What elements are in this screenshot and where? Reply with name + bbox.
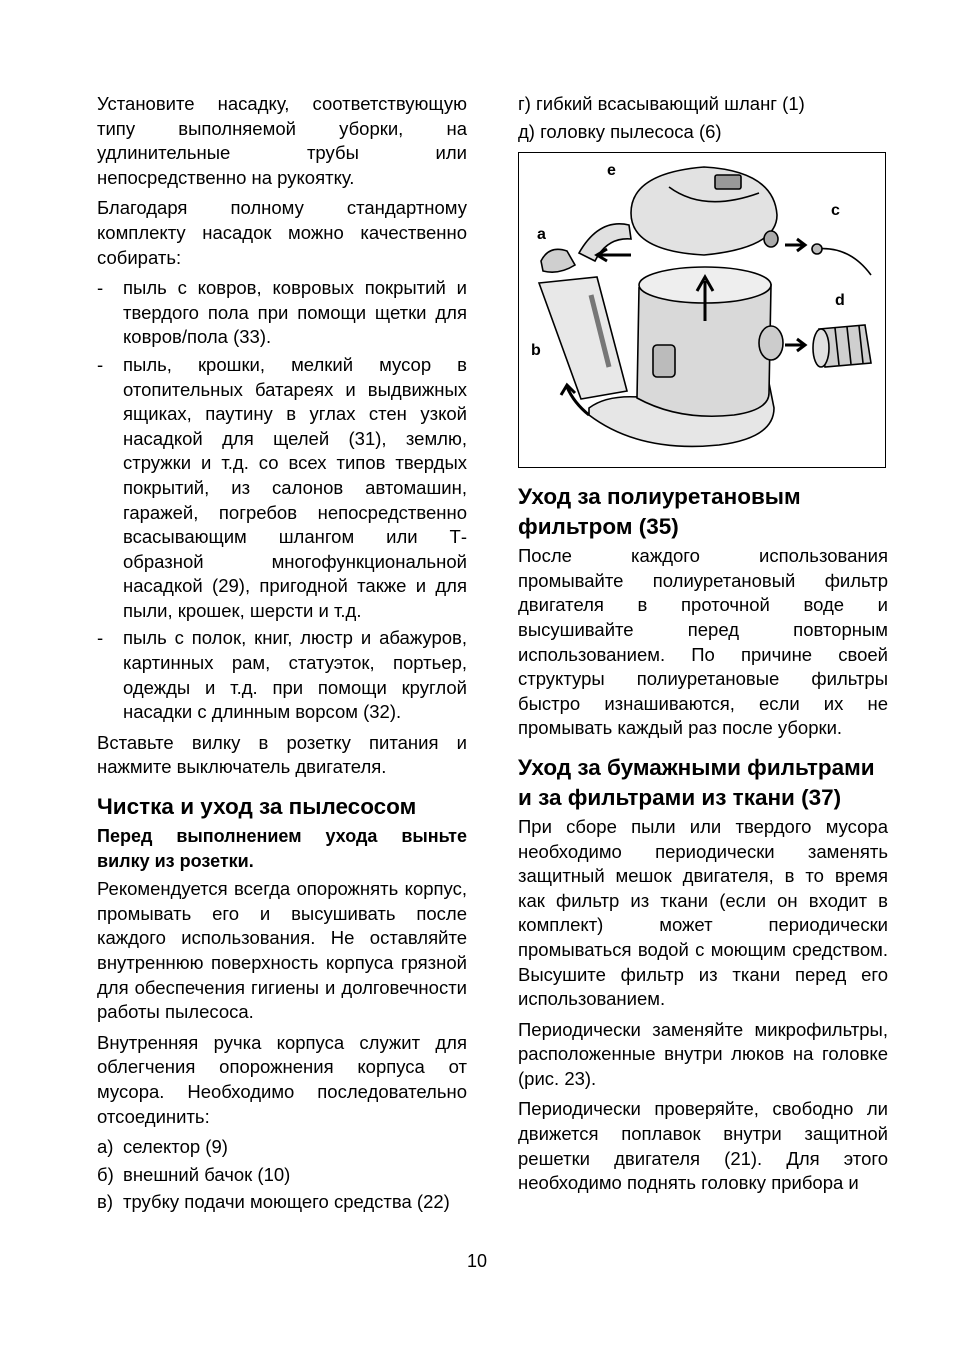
- vacuum-head: [631, 167, 777, 255]
- page-number: 10: [466, 1251, 488, 1271]
- section-heading-paper-filters: Уход за бумажными фильтрами и за фильтрами из ткани (37): [518, 754, 875, 810]
- care-paragraph-1: Рекомендуется всегда опорожнять корпус, промывать его и высушивать после каждого использования. Не оставляйте внутреннюю поверхность корпуса грязной для обеспечения гигиены и долговечности работы пылесоса.: [97, 878, 467, 1023]
- intro-paragraph-1: Установите насадку, соответствующую типу выполняемой уборки, на удлинительные трубы или непосредственно на рукоятку.: [97, 93, 467, 188]
- suction-inlet: [759, 326, 783, 360]
- disassembly-steps-list: [97, 1135, 467, 1215]
- list-item: [97, 276, 467, 350]
- paper-filter-paragraph-1: При сборе пыли или твердого мусора необходимо периодически заменять защитный мешок двигателя, в то время как фильтр из ткани (если он входит в комплект) может периодически промываться водой с моющим средством. Высушите фильтр из ткани перед его использованием.: [518, 815, 888, 1010]
- list-item-text: селектор (9): [123, 1136, 228, 1158]
- unplug-warning: Перед выполнением ухода выньте вилку из розетки.: [97, 826, 467, 871]
- list-item-text: трубку подачи моющего средства (22): [123, 1191, 450, 1213]
- vacuum-illustration: [519, 153, 885, 466]
- step-mark: в): [97, 1191, 113, 1213]
- list-item: г) гибкий всасывающий шланг (1): [518, 93, 805, 114]
- list-item: [97, 1190, 467, 1215]
- list-item-text: пыль с ковров, ковровых покрытий и твердого пола при помощи щетки для ковров/пола (33).: [123, 277, 467, 348]
- figure-label-d: d: [835, 292, 845, 310]
- list-item-text: пыль, крошки, мелкий мусор в отопительных батареях и выдвижных ящиках, паутину в углах стен узкой насадкой для щелей (31), землю, стружки и т.д. со всех типов твердых покрытий, из салонов автомашин, гаражей, погребов непосредственно всасывающим шлангом или Т-образной многофункциональной насадкой (29), пригодной также и для пыли, крошек, шерсти и т.д.: [123, 353, 467, 621]
- bullet-mark: -: [97, 353, 104, 375]
- bullet-mark: -: [97, 277, 104, 299]
- left-column: [97, 92, 467, 1221]
- intro-paragraph-2: Благодаря полному стандартному комплекту насадок можно качественно собирать:: [97, 197, 467, 268]
- external-tank: [539, 277, 627, 399]
- right-column: [518, 92, 888, 1202]
- arrow-c: [785, 239, 805, 251]
- list-item: [97, 626, 467, 724]
- plug-in-paragraph: Вставьте вилку в розетку питания и нажмите выключатель двигателя.: [97, 731, 467, 778]
- step-mark: б): [97, 1163, 114, 1185]
- figure-label-a: a: [537, 226, 546, 244]
- step-mark: а): [97, 1136, 114, 1158]
- section-heading-cleaning: Чистка и уход за пылесосом: [97, 794, 417, 820]
- head-switch: [715, 175, 741, 189]
- list-item: [97, 353, 467, 624]
- section-heading-pu-filter: Уход за полиуретановым фильтром (35): [518, 484, 801, 540]
- paper-filter-paragraph-3: Периодически проверяйте, свободно ли движется поплавок внутри защитной решетки двигателя (21). Для этого необходимо поднять головку прибора и: [518, 1098, 888, 1194]
- head-port: [764, 231, 778, 247]
- nozzle-usage-list: [97, 276, 467, 725]
- list-item-text: пыль с полок, книг, люстр и абажуров, картинных рам, статуэток, портьер, одежды и т.д. при помощи круглой насадки с длинным ворсом (32).: [123, 627, 467, 723]
- list-item-text: внешний бачок (10): [123, 1163, 291, 1185]
- detergent-tube: [815, 249, 871, 275]
- list-item: д) головку пылесоса (6): [518, 120, 722, 142]
- figure-label-c: c: [831, 202, 840, 220]
- selector-part: [541, 250, 575, 273]
- paper-filter-paragraph-2: Периодически заменяйте микрофильтры, расположенные внутри люков на головке (рис. 23).: [518, 1018, 888, 1089]
- container-latch: [653, 345, 675, 377]
- bullet-mark: -: [97, 627, 104, 649]
- arrow-d: [785, 339, 805, 351]
- care-paragraph-2: Внутренняя ручка корпуса служит для облегчения опорожнения корпуса от мусора. Необходимо последовательно отсоединить:: [97, 1031, 467, 1127]
- figure-label-e: e: [607, 162, 616, 180]
- tube-connector: [812, 244, 822, 254]
- list-item: [97, 1135, 467, 1160]
- arrow-a: [597, 249, 631, 261]
- hose-end: [813, 329, 829, 367]
- vacuum-disassembly-figure: [518, 152, 886, 468]
- pu-filter-paragraph: После каждого использования промывайте полиуретановый фильтр двигателя в проточной воде и высушивайте перед повторным использованием. По причине своей структуры полиуретановые фильтры быстро изнашиваются, если их не промывать каждый раз после уборки.: [518, 545, 888, 739]
- disassembly-steps-continued: [518, 92, 888, 144]
- list-item: [97, 1163, 467, 1188]
- figure-label-b: b: [531, 342, 541, 360]
